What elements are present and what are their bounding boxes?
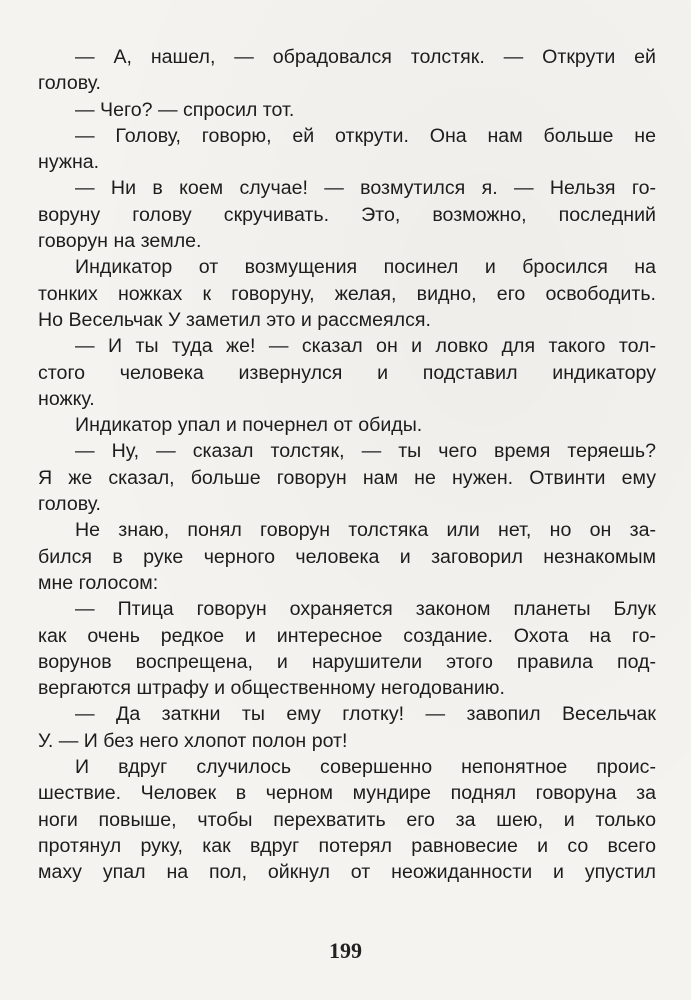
- text-line: бился в руке черного человека и заговорил незнакомым: [38, 545, 656, 568]
- text-line: маху упал на пол, ойкнул от неожиданности и упустил: [38, 861, 656, 884]
- text-line: ножку.: [38, 387, 95, 410]
- text-line: шествие. Человек в черном мундире поднял говоруна за: [38, 782, 656, 805]
- page-body-text: [38, 44, 656, 886]
- text-line: мне голосом:: [38, 571, 159, 594]
- text-line: нужна.: [38, 151, 100, 174]
- text-line: Индикатор упал и почернел от обиды.: [75, 414, 423, 437]
- text-line: как очень редкое и интересное создание. Охота на го-: [38, 624, 656, 647]
- text-line: тонких ножках к говоруну, желая, видно, его освободить.: [38, 282, 656, 305]
- text-line: Я же сказал, больше говорун нам не нужен. Отвинти ему: [38, 466, 656, 489]
- text-line: голову.: [38, 72, 101, 95]
- text-line: Не знаю, понял говорун толстяка или нет, но он за-: [75, 519, 656, 542]
- text-line: воруну голову скручивать. Это, возможно, последний: [38, 203, 656, 226]
- text-line: — Чего? — спросил тот.: [75, 98, 295, 121]
- text-line: голову.: [38, 493, 101, 516]
- text-line: — Голову, говорю, ей открути. Она нам больше не: [75, 124, 656, 147]
- text-line: — Ни в коем случае! — возмутился я. — Нельзя го-: [75, 177, 656, 200]
- text-line: — Птица говорун охраняется законом планеты Блук: [75, 598, 656, 621]
- text-line: ноги повыше, чтобы перехватить его за шею, и только: [38, 808, 656, 831]
- page-number: 199: [329, 938, 362, 963]
- text-line: — Ну, — сказал толстяк, — ты чего время теряешь?: [75, 440, 656, 463]
- text-line: ворунов воспрещена, и нарушители этого правила под-: [38, 650, 656, 673]
- text-line: стого человека извернулся и подставил индикатору: [38, 361, 656, 384]
- text-line: Но Весельчак У заметил это и рассмеялся.: [38, 308, 431, 331]
- text-line: вергаются штрафу и общественному негодованию.: [38, 677, 505, 700]
- text-line: протянул руку, как вдруг потерял равновесие и со всего: [38, 834, 656, 857]
- text-line: И вдруг случилось совершенно непонятное проис-: [75, 756, 656, 779]
- text-line: — Да заткни ты ему глотку! — завопил Весельчак: [75, 703, 656, 726]
- text-line: — И ты туда же! — сказал он и ловко для такого тол-: [75, 335, 656, 358]
- text-line: У. — И без него хлопот полон рот!: [38, 729, 348, 752]
- text-line: — А, нашел, — обрадовался толстяк. — Открути ей: [75, 46, 656, 68]
- text-line: Индикатор от возмущения посинел и бросился на: [75, 256, 656, 279]
- text-line: говорун на земле.: [38, 230, 202, 253]
